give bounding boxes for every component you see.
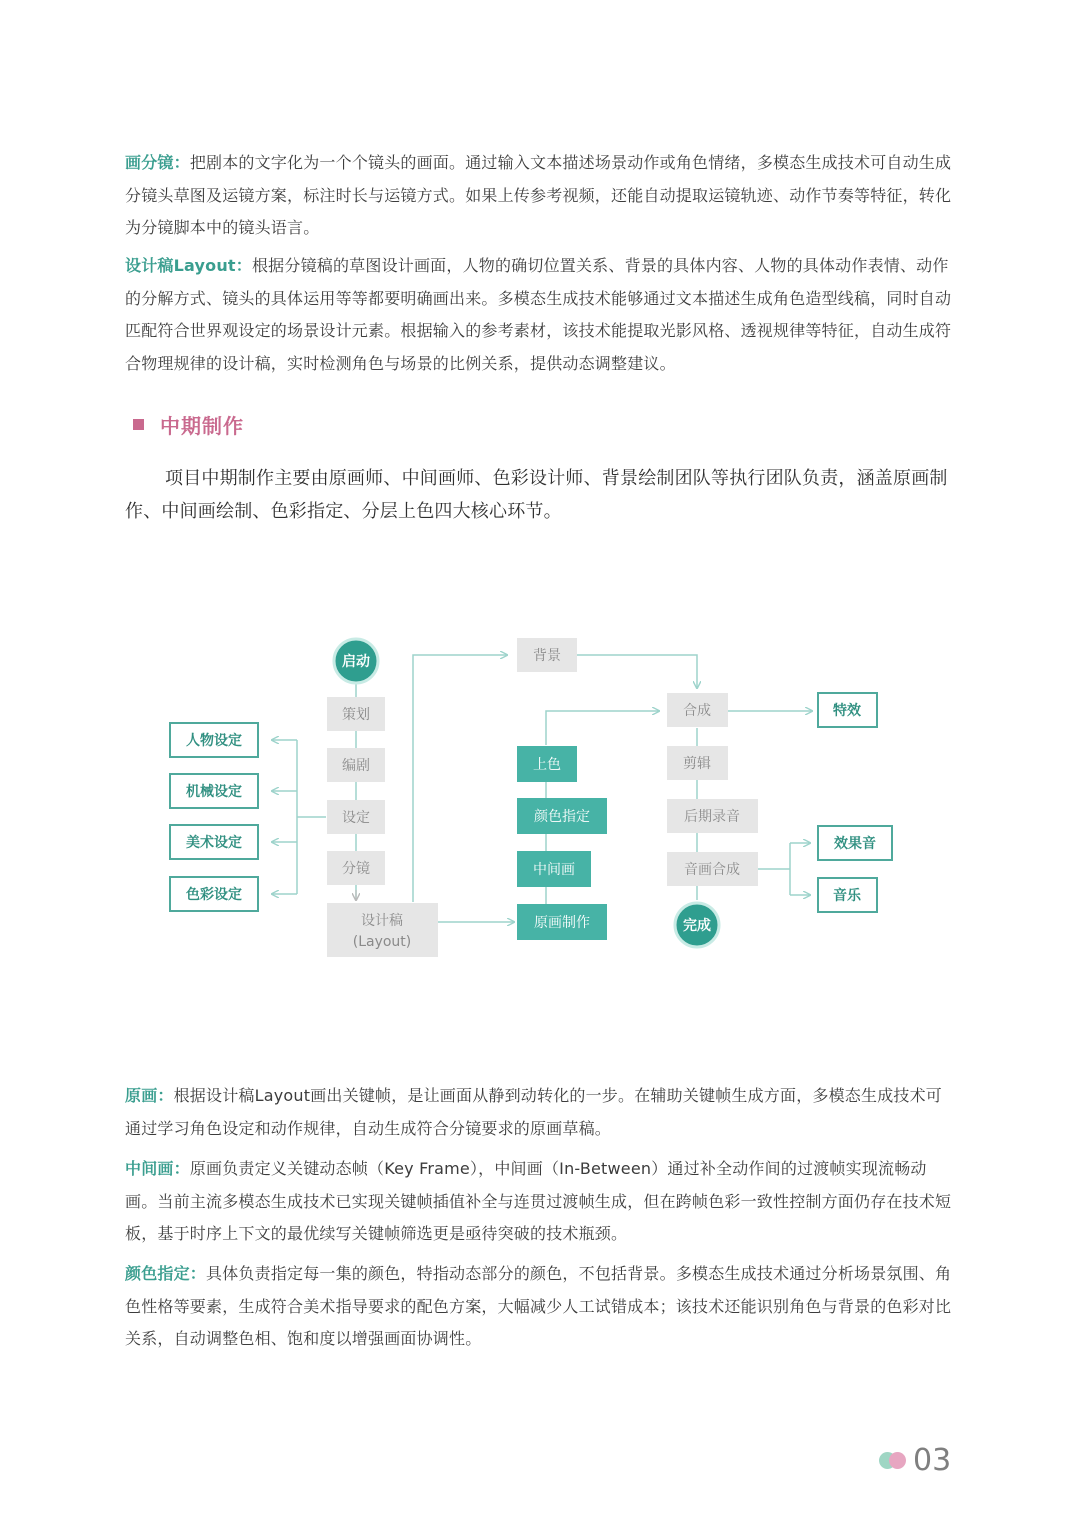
node-script-label: 编剧 <box>342 758 370 774</box>
node-color-spec <box>517 798 607 834</box>
node-char-setting <box>170 723 258 757</box>
node-music-label: 音乐 <box>833 888 861 904</box>
node-finish <box>675 903 719 947</box>
node-post-audio <box>667 799 758 833</box>
page-number: 03 <box>913 1442 952 1478</box>
node-layout-label-1: 设计稿 <box>361 913 403 929</box>
paragraph-color-spec <box>125 1258 953 1356</box>
node-inbetween <box>517 851 591 887</box>
node-art-setting <box>170 825 258 859</box>
section-title: 中期制作 <box>160 413 244 438</box>
node-color-setting <box>170 877 258 911</box>
node-coloring <box>517 746 577 782</box>
pink-dot-icon <box>889 1452 906 1469</box>
node-composite <box>667 693 728 727</box>
paragraph-text: 根据设计稿Layout画出关键帧，是让画面从静到动转化的一步。在辅助关键帧生成方面，多模态生成技术可通过学习角色设定和动作规律，自动生成符合分镜要求的原画草稿。 <box>125 1086 943 1138</box>
node-storyboard-label: 分镜 <box>342 861 370 877</box>
term-label: 画分镜： <box>125 153 190 172</box>
node-layout-label-2: (Layout) <box>352 934 412 950</box>
paragraph-text: 根据分镜稿的草图设计画面，人物的确切位置关系、背景的具体内容、人物的具体动作表情、动作的分解方式、镜头的具体运用等等都要明确画出来。多模态生成技术能够通过文本描述生成角色造型线稿，同时自动匹配符合世界观设定的场景设计元素。根据输入的参考素材，该技术能提取光影风格、透视规律等特征，自动生成符合物理规律的设计稿，实时检测角色与场景的比例关系，提供动态调整建议。 <box>125 256 952 373</box>
node-music <box>818 878 877 912</box>
node-finish-label: 完成 <box>683 918 711 934</box>
node-edit <box>667 746 728 780</box>
node-color-spec-label: 颜色指定 <box>534 809 590 825</box>
node-mech-setting-label: 机械设定 <box>186 784 242 800</box>
paragraph-text: 原画负责定义关键动态帧（Key Frame），中间画（In-Between）通过补全动作间的过渡帧实现流畅动画。当前主流多模态生成技术已实现关键帧插值补全与连贯过渡帧生成，但在跨帧色彩一致性控制方面仍存在技术短板，基于时序上下文的最优续写关键帧筛选更是亟待突破的技术瓶颈。 <box>125 1159 952 1243</box>
term-label: 设计稿Layout： <box>125 256 252 275</box>
node-composite-label: 合成 <box>683 703 711 719</box>
node-start-label: 启动 <box>342 654 370 670</box>
connector-background-to-composite <box>577 655 697 688</box>
node-coloring-label: 上色 <box>533 757 561 773</box>
node-sfx-label: 效果音 <box>834 836 876 852</box>
node-mech-setting <box>170 774 258 808</box>
node-layout <box>327 903 438 957</box>
node-setting-label: 设定 <box>342 810 370 826</box>
node-plan-label: 策划 <box>342 707 370 723</box>
node-script <box>327 748 385 782</box>
node-plan <box>327 697 385 731</box>
node-storyboard <box>327 851 385 885</box>
node-background-label: 背景 <box>533 648 561 664</box>
page-footer <box>879 1440 951 1480</box>
node-vfx <box>818 693 877 727</box>
paragraph-keyframe <box>125 1080 953 1145</box>
node-color-setting-label: 色彩设定 <box>186 887 242 903</box>
node-char-setting-label: 人物设定 <box>186 733 242 749</box>
node-av-mix <box>667 852 758 886</box>
connector-coloring-to-composite <box>546 711 659 745</box>
connector-layout-to-background <box>413 655 507 902</box>
node-setting <box>327 800 385 834</box>
paragraph-inbetween <box>125 1153 953 1251</box>
term-label: 中间画： <box>125 1159 190 1178</box>
node-inbetween-label: 中间画 <box>533 862 575 878</box>
term-label: 颜色指定： <box>125 1264 207 1283</box>
node-art-setting-label: 美术设定 <box>186 835 242 851</box>
node-edit-label: 剪辑 <box>683 756 711 772</box>
node-keyframe <box>517 904 607 940</box>
node-background <box>517 638 577 672</box>
paragraph-text: 把剧本的文字化为一个个镜头的画面。通过输入文本描述场景动作或角色情绪，多模态生成技术可自动生成分镜头草图及运镜方案，标注时长与运镜方式。如果上传参考视频，还能自动提取运镜轨迹、动作节奏等特征，转化为分镜脚本中的镜头语言。 <box>125 153 952 237</box>
node-start <box>334 639 378 683</box>
paragraph-text: 具体负责指定每一集的颜色，特指动态部分的颜色，不包括背景。多模态生成技术通过分析场景氛围、角色性格等要素，生成符合美术指导要求的配色方案，大幅减少人工试错成本；该技术还能识别角色与背景的色彩对比关系，自动调整色相、饱和度以增强画面协调性。 <box>125 1264 952 1348</box>
node-vfx-label: 特效 <box>833 703 861 719</box>
node-av-mix-label: 音画合成 <box>684 862 740 878</box>
node-post-audio-label: 后期录音 <box>684 809 740 825</box>
term-label: 原画： <box>125 1086 174 1105</box>
section-intro: 项目中期制作主要由原画师、中间画师、色彩设计师、背景绘制团队等执行团队负责，涵盖原画制作、中间画绘制、色彩指定、分层上色四大核心环节。 <box>125 468 948 522</box>
node-sfx <box>818 826 892 860</box>
node-keyframe-label: 原画制作 <box>534 915 590 931</box>
